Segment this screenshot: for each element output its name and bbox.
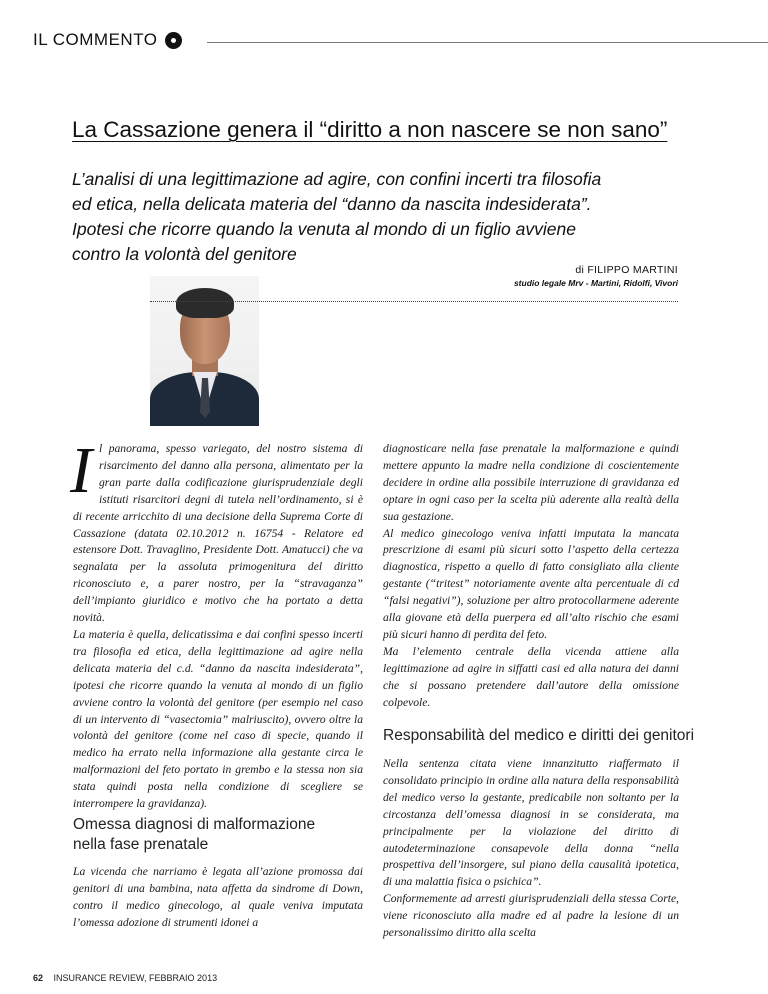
article-column-left (70, 434, 363, 813)
body-paragraph: La vicenda che narriamo è legata all’azione promossa dai genitori di una bambina, nata affetta da sindrome di Down, contro il medico ginecologo, al quale veniva imputata l’omessa adozione di strumenti idonei a (73, 865, 363, 929)
publication-name: INSURANCE REVIEW, FEBBRAIO 2013 (53, 973, 218, 983)
article-subtitle (72, 167, 632, 267)
intro-paragraph: Il panorama, spesso variegato, del nostro sistema di risarcimento del danno alla persona, alimentato per la gran parte dalla codificazione giurisprudenziale degli istituti risarcitori degni di tutela nell’ordinamento, si è di recente arricchito di una decisione della Suprema Corte di Cassazione (datata 02.10.2012 n. 16754 - Relatore ed estensore Dott. Travaglino, Presidente Dott. Amatucci) che va segnalata per la assoluta primogenitura del diritto riconosciuto e, a parer nostro, per la “stravaganza” dell’impianto giuridico e motivo che ha portato a detta novità. (70, 434, 363, 625)
article-column-left-continued (73, 864, 363, 932)
body-paragraph: Nella sentenza citata viene innanzitutto riaffermato il consolidato principio in ordine alla natura della responsabilità del medico verso la gestante, predicabile non soltanto per la circostanza dell’omessa diagnosi in se considerata, ma principalmente per la violazione del diritto di autodeterminazione consapevole della donna “nella prospettiva dell’insorgere, sul piano della causalità ipotetica, di una malattia fisica o psichica”. (383, 757, 679, 889)
rubric-bullet-icon (165, 32, 182, 49)
body-paragraph: diagnosticare nella fase prenatale la malformazione e quindi mettere appunto la madre nella condizione di coscientemente decidere in ordine alla possibile interruzione di gravidanza ed optare in ogni caso per la scelta più aderente alla realtà della sua gestazione. (383, 442, 679, 523)
rubric-divider (207, 42, 768, 43)
article-title: La Cassazione genera il “diritto a non nascere se non sano” (72, 117, 668, 142)
drop-cap: I (70, 434, 92, 507)
section-rubric (33, 30, 182, 50)
subtitle-line: contro la volontà del genitore (72, 244, 297, 264)
body-paragraph: Ma l’elemento centrale della vicenda attiene alla legittimazione ad agire in siffatti casi ed alla natura dei danni che si possano pretendere dall’autore della omissione colpevole. (383, 644, 679, 709)
rubric-label: IL COMMENTO (33, 30, 158, 49)
author-photo (150, 276, 259, 426)
section-heading-2: Responsabilità del medico e diritti dei genitori (383, 727, 695, 744)
byline-dotted-divider (150, 301, 678, 302)
section-heading-line: nella fase prenatale (73, 836, 209, 853)
byline (514, 264, 678, 288)
body-paragraph: Al medico ginecologo veniva infatti imputata la mancata prescrizione di esami più sicuri sotto l’aspetto della certezza diagnostica, rispetto a quello di fatto consigliato alla cliente gestante (“tritest” notoriamente avente alta percentuale di cd “falsi negativi”), soluzione per altro protocollarmene aderente alla giovane età della puerpera ed all’alto rischio che esami più sicuri hanno di perdita del feto. (383, 526, 679, 641)
subtitle-line: L’analisi di una legittimazione ad agire, con confini incerti tra filosofia (72, 169, 602, 189)
author-name: di FILIPPO MARTINI (575, 264, 678, 276)
section-heading-1 (73, 815, 315, 855)
article-column-right (383, 441, 679, 712)
section-heading-line: Omessa diagnosi di malformazione (73, 816, 316, 833)
author-firm: studio legale Mrv - Martini, Ridolfi, Vivori (513, 278, 678, 288)
subtitle-line: Ipotesi che ricorre quando la venuta al mondo di un figlio avviene (72, 219, 576, 239)
article-column-right-continued (383, 756, 679, 942)
page-footer (33, 973, 217, 983)
subtitle-line: ed etica, nella delicata materia del “danno da nascita indesiderata”. (72, 194, 592, 214)
body-paragraph: La materia è quella, delicatissima e dai confini spesso incerti tra filosofia ed etica, della legittimazione ad agire nella delicata materia del c.d. “danno da nascita indesiderata”, ipotesi che ricorre quando la venuta al mondo di un figlio avviene contro la volontà del genitore (per esempio nel caso di un intervento di “vasectomia” malriuscito), ovvero oltre la volontà del genitore (come nel caso di specie, quando il medico ha errato nella informazione alla gestante circa le malformazioni del feto portato in grembo e la stessa non sia stata quindi posta nella condizione di scegliere se interrompere la gravidanza). (73, 627, 363, 811)
page-number: 62 (33, 973, 44, 983)
body-paragraph: Conformemente ad arresti giurisprudenziali della stessa Corte, viene riconosciuto alla madre ed al padre la lesione di un personalissimo diritto alla scelta (383, 892, 679, 940)
